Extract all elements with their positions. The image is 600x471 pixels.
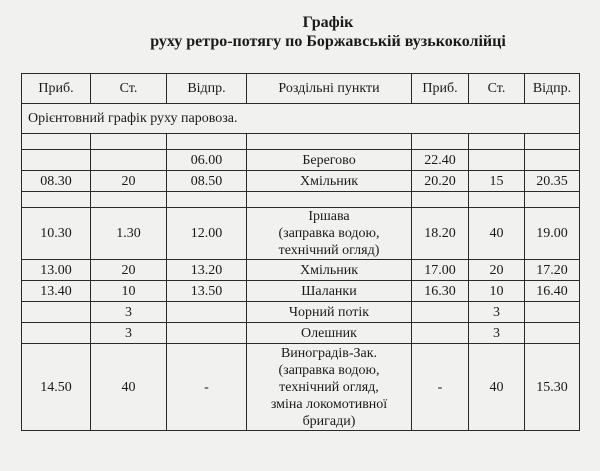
arrival-cell: 13.40	[22, 281, 91, 302]
departure-cell: 08.50	[167, 171, 247, 192]
departure-cell: 19.00	[525, 208, 580, 260]
column-header: Роздільні пункти	[247, 74, 412, 104]
table-row	[22, 171, 580, 192]
spacer-row	[22, 192, 580, 208]
station-cell: Чорний потік	[247, 302, 412, 323]
column-header: Ст.	[469, 74, 525, 104]
note-row	[22, 104, 580, 134]
stay-cell: 40	[469, 208, 525, 260]
stay-cell	[469, 150, 525, 171]
arrival-cell	[412, 323, 469, 344]
table-row	[22, 323, 580, 344]
arrival-cell: 10.30	[22, 208, 91, 260]
arrival-cell: -	[412, 344, 469, 431]
schedule-table	[21, 73, 580, 431]
stay-cell: 20	[91, 171, 167, 192]
table-row	[22, 208, 580, 260]
column-header: Приб.	[412, 74, 469, 104]
stay-cell	[91, 150, 167, 171]
stay-cell: 20	[469, 260, 525, 281]
stay-cell: 1.30	[91, 208, 167, 260]
column-header: Приб.	[22, 74, 91, 104]
departure-cell	[525, 150, 580, 171]
arrival-cell	[22, 302, 91, 323]
arrival-cell: 20.20	[412, 171, 469, 192]
arrival-cell	[412, 302, 469, 323]
arrival-cell	[22, 150, 91, 171]
arrival-cell: 16.30	[412, 281, 469, 302]
note-text: Орієнтовний графік руху паровоза.	[22, 104, 580, 134]
arrival-cell: 18.20	[412, 208, 469, 260]
stay-cell: 40	[91, 344, 167, 431]
station-cell: Виноградів-Зак. (заправка водою, технічний огляд, зміна локомотивної бригади)	[247, 344, 412, 431]
table-row	[22, 260, 580, 281]
departure-cell	[525, 323, 580, 344]
departure-cell: 13.20	[167, 260, 247, 281]
departure-cell: -	[167, 344, 247, 431]
departure-cell: 15.30	[525, 344, 580, 431]
departure-cell: 12.00	[167, 208, 247, 260]
stay-cell: 3	[91, 302, 167, 323]
arrival-cell: 22.40	[412, 150, 469, 171]
stay-cell: 40	[469, 344, 525, 431]
station-cell: Хмільник	[247, 260, 412, 281]
departure-cell: 13.50	[167, 281, 247, 302]
station-cell: Іршава (заправка водою, технічний огляд)	[247, 208, 412, 260]
spacer-row	[22, 134, 580, 150]
table-row	[22, 344, 580, 431]
departure-cell: 06.00	[167, 150, 247, 171]
document-title: Графік	[302, 14, 354, 31]
departure-cell: 20.35	[525, 171, 580, 192]
table-row	[22, 302, 580, 323]
column-header: Ст.	[91, 74, 167, 104]
table-row	[22, 150, 580, 171]
stay-cell: 3	[469, 323, 525, 344]
arrival-cell	[22, 323, 91, 344]
departure-cell: 17.20	[525, 260, 580, 281]
table-row	[22, 281, 580, 302]
departure-cell	[525, 302, 580, 323]
column-header: Відпр.	[525, 74, 580, 104]
arrival-cell: 08.30	[22, 171, 91, 192]
station-cell: Берегово	[247, 150, 412, 171]
arrival-cell: 14.50	[22, 344, 91, 431]
arrival-cell: 17.00	[412, 260, 469, 281]
stay-cell: 20	[91, 260, 167, 281]
station-cell: Шаланки	[247, 281, 412, 302]
departure-cell: 16.40	[525, 281, 580, 302]
stay-cell: 3	[469, 302, 525, 323]
departure-cell	[167, 323, 247, 344]
stay-cell: 3	[91, 323, 167, 344]
station-cell: Хмільник	[247, 171, 412, 192]
stay-cell: 15	[469, 171, 525, 192]
departure-cell	[167, 302, 247, 323]
document-subtitle: руху ретро-потягу по Боржавській вузькоколійці	[150, 33, 506, 50]
arrival-cell: 13.00	[22, 260, 91, 281]
header-row	[22, 74, 580, 104]
station-cell: Олешник	[247, 323, 412, 344]
stay-cell: 10	[91, 281, 167, 302]
stay-cell: 10	[469, 281, 525, 302]
column-header: Відпр.	[167, 74, 247, 104]
